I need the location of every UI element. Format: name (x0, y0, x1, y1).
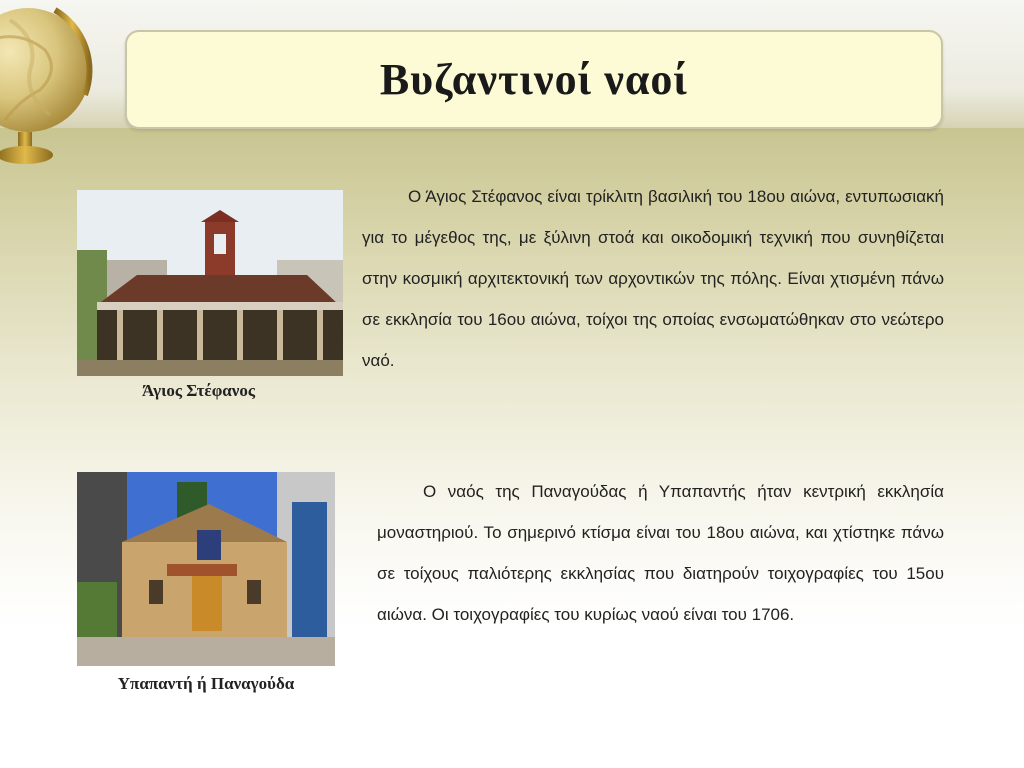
caption-agios-stefanos: Άγιος Στέφανος (141, 381, 256, 400)
caption-ypapanti: Υπαπαντή ή Παναγούδα (117, 674, 295, 693)
photo-agios-stefanos (77, 190, 343, 376)
slide-title: Βυζαντινοί ναοί (379, 55, 689, 104)
photo-ypapanti (77, 472, 335, 666)
paragraph-agios-stefanos: Ο Άγιος Στέφανος είναι τρίκλιτη βασιλική του 18ου αιώνα, εντυπωσιακή για το μέγεθος της, με ξύλινη στοά και οικοδομική τεχνική που συνηθίζεται στην κοσμική αρχιτεκτονική των αρχοντικών της πόλης. Είναι χτισμένη πάνω σε εκκλησία του 16ου αιώνα, τοίχοι της οποίας ενσωματώθηκαν στο νεώτερο ναό. (362, 187, 944, 370)
title-box (125, 30, 943, 129)
paragraph-ypapanti: Ο ναός της Παναγούδας ή Υπαπαντής ήταν κεντρική εκκλησία μοναστηριού. Το σημερινό κτίσμα είναι του 18ου αιώνα, και χτίστηκε πάνω σε τοίχους παλιότερης εκκλησίας που διατηρούν τοιχογραφίες του 15ου αιώνα. Οι τοιχογραφίες του κυρίως ναού είναι του 1706. (377, 482, 944, 624)
globe-icon (0, 0, 100, 170)
